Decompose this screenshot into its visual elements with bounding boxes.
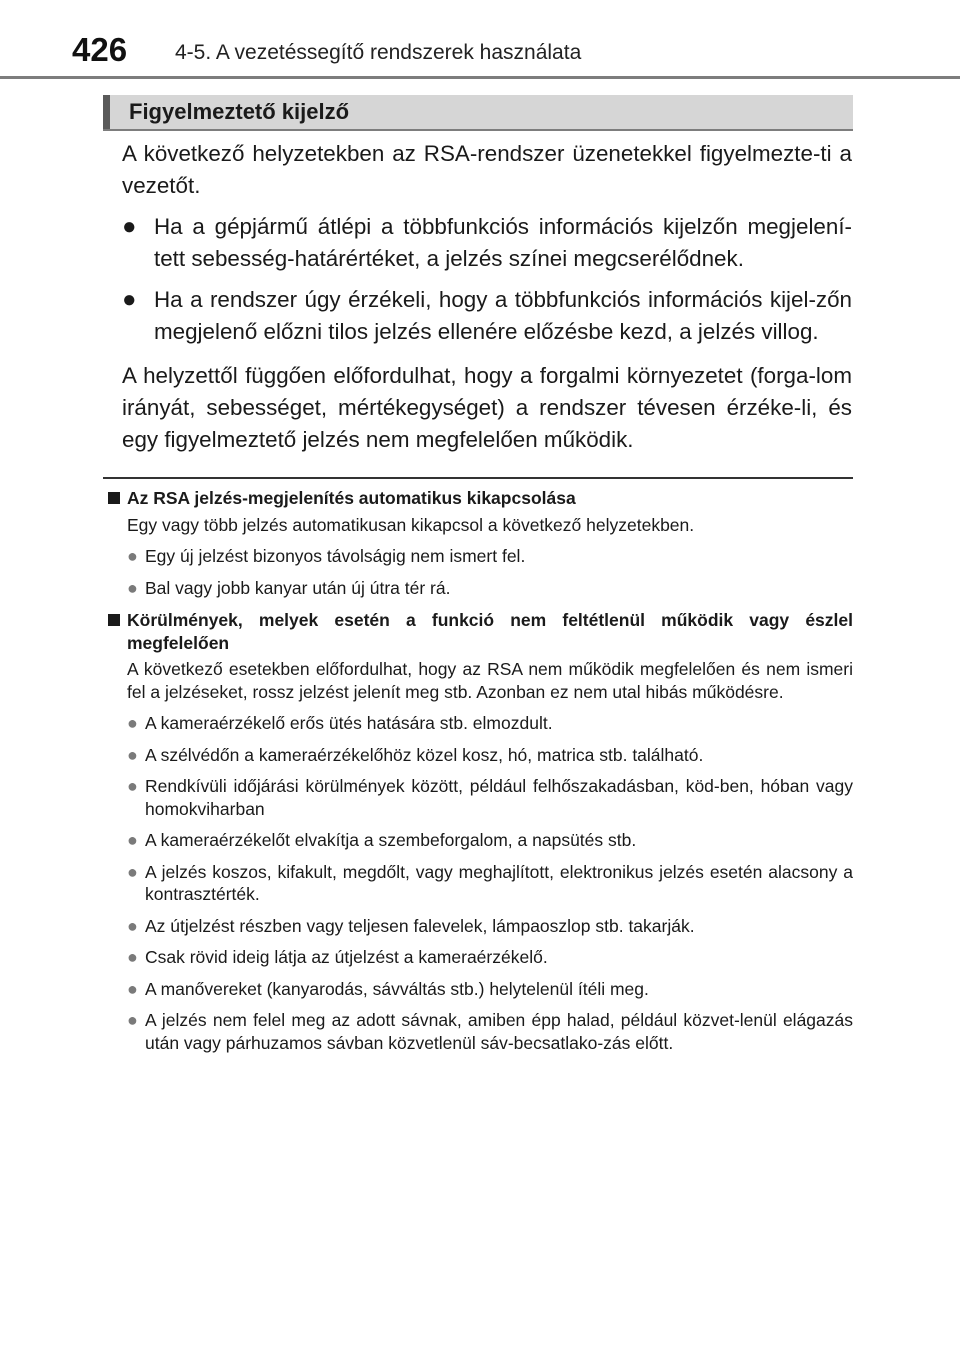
note-bullet-text: A szélvédőn a kameraérzékelőhöz közel kosz, hó, matrica stb. található. [145,744,704,765]
page-header [0,0,960,78]
square-bullet-icon [108,492,120,504]
note-bullet [108,978,853,1001]
bullet-dot-icon: ● [127,861,138,882]
note-bullet [108,545,853,568]
page-number: 426 [72,31,128,68]
bullet-dot-icon: ● [127,713,138,733]
main-text [122,138,852,456]
bullet-dot-icon: ● [127,1010,138,1030]
note-bullet [108,829,853,852]
bullet-dot-icon: ● [127,546,138,566]
main-bullet [122,211,852,275]
note-bullet-text: A kameraérzékelő erős ütés hatására stb. elmozdult. [145,713,553,733]
note-bullet [108,577,853,600]
note-heading [108,487,853,510]
notes-section [108,487,853,1054]
main-bullet-text: Ha a rendszer úgy érzékeli, hogy a többfunkciós információs kijel-zőn megjelenő előzni tilos jelzés ellenére előzésbe kezd, a jelzés villog. [154,287,852,344]
section-divider [103,477,853,479]
note-bullet-text: A manővereket (kanyarodás, sávváltás stb.) helytelenül ítéli meg. [145,978,649,999]
note-bullet [108,744,853,767]
bullet-dot-icon: ● [122,286,137,313]
note-bullet [108,775,853,820]
note-bullet [108,1009,853,1054]
bullet-dot-icon: ● [127,978,138,999]
section-heading-bar [103,95,853,129]
note-heading [108,609,853,654]
section-heading-underline [103,129,853,131]
note-bullet-text: A jelzés koszos, kifakult, megdőlt, vagy meghajlított, elektronikus jelzés esetén alacsony a kontrasztérték. [145,861,853,904]
note-bullet-text: Rendkívüli időjárási körülmények között, például felhőszakadásban, köd-ben, hóban vagy homokviharban [145,776,853,819]
note-body: Egy vagy több jelzés automatikusan kikapcsol a következő helyzetekben. [127,514,695,535]
note-bullet-text: A jelzés nem felel meg az adott sávnak, amiben épp halad, például közvet-lenül elágazás után vagy párhuzamos sávban közvetlenül sáv-becsatlako-zás előtt. [145,1010,853,1053]
main-bullet [122,284,852,348]
note-bullet [108,946,853,969]
note-bullet [108,712,853,735]
section-title: Figyelmeztető kijelző [129,99,350,124]
chapter-title: 4-5. A vezetéssegítő rendszerek használata [175,41,582,64]
note-bullet [108,861,853,906]
main-bullet-text: Ha a gépjármű átlépi a többfunkciós információs kijelzőn megjelení-tett sebesség-határértéket, a jelzés színei megcserélődnek. [154,214,852,271]
header-rule [0,76,960,79]
note-heading-text: Körülmények, melyek esetén a funkció nem feltétlenül működik vagy észlel megfelelően [127,610,853,653]
bullet-dot-icon: ● [127,744,138,765]
note-body: A következő esetekben előfordulhat, hogy az RSA nem működik megfelelően és nem ismeri fel a jelzéseket, rossz jelzést jelenít meg stb. Azonban ez nem utal hibás működésre. [127,659,853,702]
note-bullet-text: Az útjelzést részben vagy teljesen falevelek, lámpaoszlop stb. takarják. [145,915,695,936]
note-bullet-text: A kameraérzékelőt elvakítja a szembeforgalom, a napsütés stb. [145,830,637,850]
square-bullet-icon [108,614,120,626]
bullet-dot-icon: ● [122,213,137,240]
bullet-dot-icon: ● [127,830,138,850]
outro-paragraph: A helyzettől függően előfordulhat, hogy a forgalmi környezetet (forga-lom irányát, sebességet, mértékegységet) a rendszer tévesen érzéke-li, és egy figyelmeztető jelzés nem megfelelően működik. [122,363,852,452]
bullet-dot-icon: ● [127,776,138,796]
bullet-dot-icon: ● [127,947,138,967]
intro-paragraph: A következő helyzetekben az RSA-rendszer üzenetekkel figyelmezte-ti a vezetőt. [122,141,852,198]
note-bullet [108,915,853,938]
note-heading-text: Az RSA jelzés-megjelenítés automatikus kikapcsolása [127,488,576,508]
note-bullet-text: Bal vagy jobb kanyar után új útra tér rá. [145,577,451,598]
note-bullet-text: Egy új jelzést bizonyos távolságig nem ismert fel. [145,546,526,566]
note-bullet-text: Csak rövid ideig látja az útjelzést a kameraérzékelő. [145,947,548,967]
bullet-dot-icon: ● [127,577,138,598]
bullet-dot-icon: ● [127,915,138,936]
